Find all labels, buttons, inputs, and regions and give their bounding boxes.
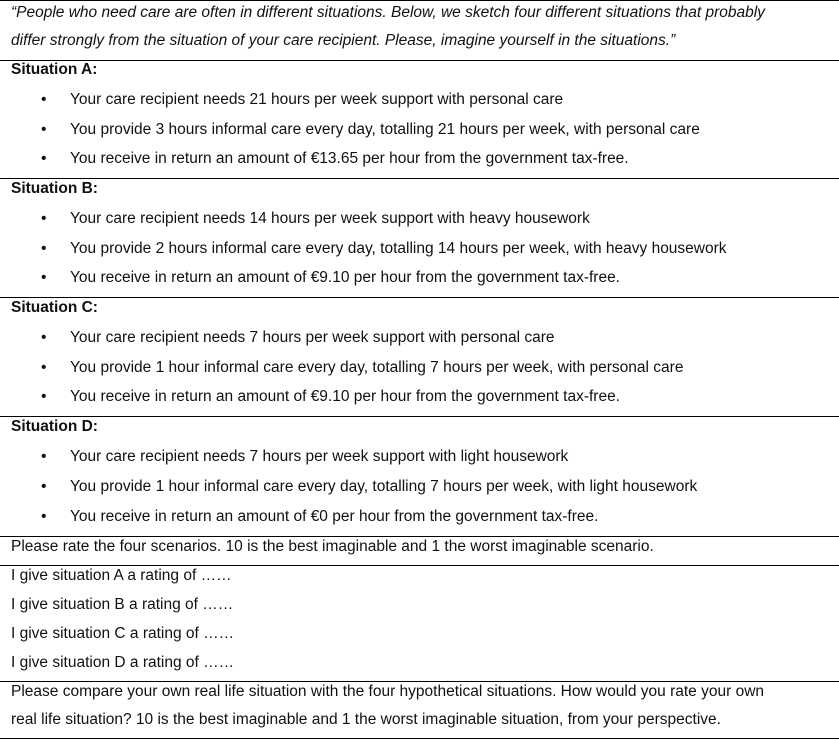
rating-line-a: I give situation A a rating of …… [11, 567, 232, 584]
section-rule [0, 416, 839, 417]
bottom-rule [0, 738, 839, 739]
situation-b-item-3: You receive in return an amount of €9.10 per hour from the government tax-free. [70, 269, 620, 286]
situation-a-item-2: You provide 3 hours informal care every day, totalling 21 hours per week, with personal care [70, 121, 700, 138]
bullet-icon: • [41, 210, 47, 227]
situation-c-item-3: You receive in return an amount of €9.10 per hour from the government tax-free. [70, 388, 620, 405]
rating-line-b: I give situation B a rating of …… [11, 596, 234, 613]
situation-c-item-1: Your care recipient needs 7 hours per week support with personal care [70, 329, 555, 346]
bullet-icon: • [41, 91, 47, 108]
section-rule [0, 178, 839, 179]
compare-line-1: Please compare your own real life situation with the four hypothetical situations. How would you rate your own [11, 683, 765, 700]
rate-instruction: Please rate the four scenarios. 10 is the best imaginable and 1 the worst imaginable scenario. [11, 538, 654, 555]
bullet-icon: • [41, 508, 47, 525]
situation-c-item-2: You provide 1 hour informal care every day, totalling 7 hours per week, with personal care [70, 359, 684, 376]
bullet-icon: • [41, 388, 47, 405]
section-rule [0, 60, 839, 61]
bullet-icon: • [41, 329, 47, 346]
situation-d-item-1: Your care recipient needs 7 hours per week support with light housework [70, 448, 569, 465]
bullet-icon: • [41, 240, 47, 257]
situation-a-title: Situation A: [11, 61, 98, 78]
rating-line-d: I give situation D a rating of …… [11, 654, 235, 671]
top-rule [0, 0, 839, 1]
situation-b-title: Situation B: [11, 180, 98, 197]
situation-d-title: Situation D: [11, 418, 98, 435]
bullet-icon: • [41, 448, 47, 465]
bullet-icon: • [41, 150, 47, 167]
intro-line-1: “People who need care are often in different situations. Below, we sketch four different situations that probably [11, 4, 765, 21]
bullet-icon: • [41, 478, 47, 495]
situation-a-item-1: Your care recipient needs 21 hours per week support with personal care [70, 91, 564, 108]
situation-d-item-3: You receive in return an amount of €0 per hour from the government tax-free. [70, 508, 599, 525]
bullet-icon: • [41, 269, 47, 286]
bullet-icon: • [41, 121, 47, 138]
situation-b-item-2: You provide 2 hours informal care every day, totalling 14 hours per week, with heavy housework [70, 240, 727, 257]
compare-line-2: real life situation? 10 is the best imaginable and 1 the worst imaginable situation, from your perspective. [11, 711, 721, 728]
bullet-icon: • [41, 359, 47, 376]
situation-d-item-2: You provide 1 hour informal care every day, totalling 7 hours per week, with light housework [70, 478, 698, 495]
section-rule [0, 297, 839, 298]
situation-a-item-3: You receive in return an amount of €13.65 per hour from the government tax-free. [70, 150, 629, 167]
intro-line-2: differ strongly from the situation of your care recipient. Please, imagine yourself in the situations.” [11, 32, 676, 49]
situation-b-item-1: Your care recipient needs 14 hours per week support with heavy housework [70, 210, 590, 227]
rating-line-c: I give situation C a rating of …… [11, 625, 235, 642]
situation-c-title: Situation C: [11, 299, 98, 316]
